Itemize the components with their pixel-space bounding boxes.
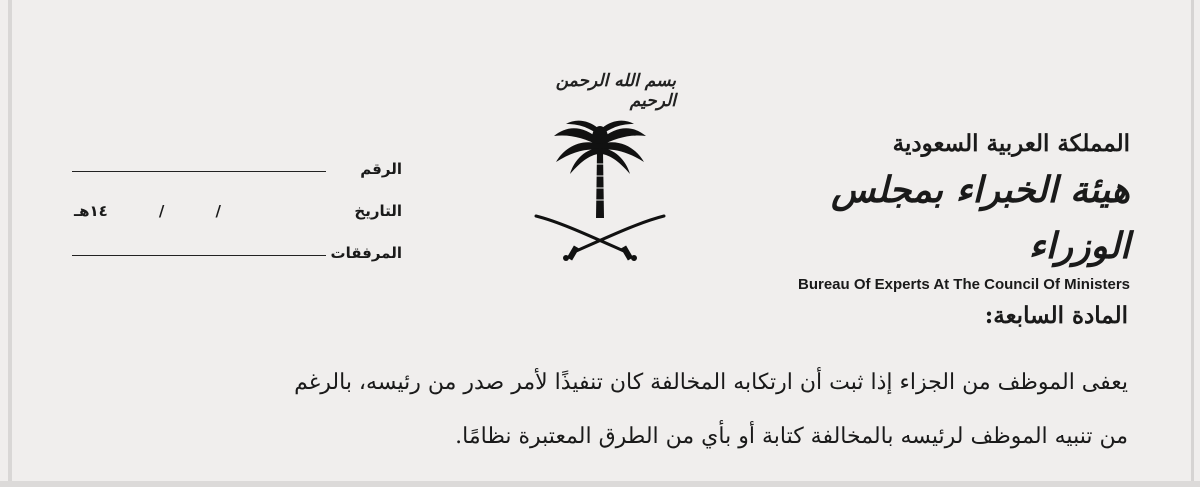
- date-year-suffix: ١٤هـ: [74, 202, 108, 220]
- bureau-name-arabic: هيئة الخبراء بمجلس الوزراء: [831, 169, 1130, 267]
- number-blank-line: [72, 170, 326, 172]
- date-row: [72, 180, 402, 222]
- letter-metadata: [72, 138, 402, 264]
- saudi-emblem-icon: [530, 118, 670, 266]
- attachments-label: المرفقات: [330, 244, 402, 262]
- article-line: يعفى الموظف من الجزاء إذا ثبت أن ارتكابه المخالفة كان تنفيذًا لأمر صدر من رئيسه، بالرغم: [294, 370, 1128, 395]
- kingdom-name: المملكة العربية السعودية: [892, 130, 1130, 157]
- article-title: المادة السابعة:: [984, 302, 1128, 329]
- article-body: [68, 356, 1128, 464]
- attachments-row: [72, 222, 402, 264]
- attachments-blank-line: [72, 254, 326, 256]
- date-separator: /: [158, 202, 165, 220]
- number-row: [72, 138, 402, 180]
- basmala-calligraphy: بسم الله الرحمن الرحيم: [555, 71, 676, 111]
- date-separator: /: [215, 202, 221, 220]
- scan-edge-left: [8, 0, 12, 487]
- number-label: الرقم: [360, 160, 402, 178]
- date-value: [72, 202, 332, 222]
- scan-edge-bottom: [0, 481, 1200, 487]
- scan-edge-right: [1191, 0, 1194, 487]
- letterhead-issuer: [790, 128, 1130, 293]
- date-label: التاريخ: [354, 202, 402, 220]
- bureau-name-english: Bureau Of Experts At The Council Of Ministers: [798, 276, 1130, 293]
- article-line: من تنبيه الموظف لرئيسه بالمخالفة كتابة أو بأي من الطرق المعتبرة نظامًا.: [455, 424, 1128, 449]
